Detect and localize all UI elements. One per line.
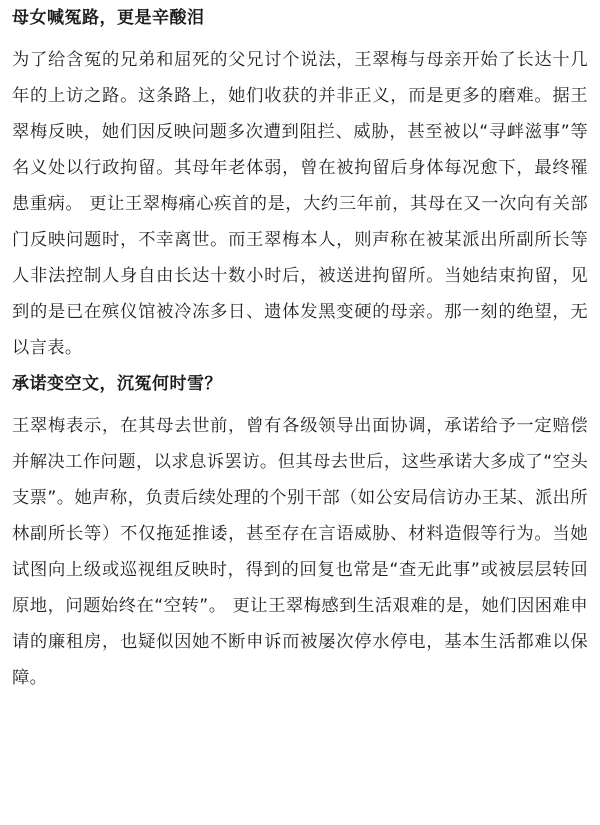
- section-mother-daughter-petition: [12, 6, 588, 366]
- section-broken-promises: [12, 372, 588, 696]
- section-heading: 母女喊冤路，更是辛酸泪: [12, 8, 205, 28]
- section-paragraph: 为了给含冤的兄弟和屈死的父兄讨个说法，王翠梅与母亲开始了长达十几年的上访之路。这条路上，她们收获的并非正义，而是更多的磨难。据王翠梅反映，她们因反映问题多次遭到阻拦、威胁，甚至被以“寻衅滋事”等名义处以行政拘留。其母年老体弱，曾在被拘留后身体每况愈下，最终罹患重病。 更让王翠梅痛心疾首的是，大约三年前，其母在又一次向有关部门反映问题时，不幸离世。而王翠梅本人，则声称在被某派出所副所长等人非法控制人身自由长达十数小时后，被送进拘留所。当她结束拘留，见到的是已在殡仪馆被冷冻多日、遗体发黑变硬的母亲。那一刻的绝望，无以言表。: [12, 50, 588, 358]
- section-heading: 承诺变空文，沉冤何时雪？: [12, 374, 222, 394]
- section-paragraph: 王翠梅表示，在其母去世前，曾有各级领导出面协调，承诺给予一定赔偿并解决工作问题，以求息诉罢访。但其母去世后，这些承诺大多成了“空头支票”。她声称，负责后续处理的个别干部（如公安局信访办王某、派出所林副所长等）不仅拖延推诿，甚至存在言语威胁、材料造假等行为。当她试图向上级或巡视组反映时，得到的回复也常是“查无此事”或被层层转回原地，问题始终在“空转”。 更让王翠梅感到生活艰难的是，她们因困难申请的廉租房，也疑似因她不断申诉而被屡次停水停电，基本生活都难以保障。: [12, 416, 588, 688]
